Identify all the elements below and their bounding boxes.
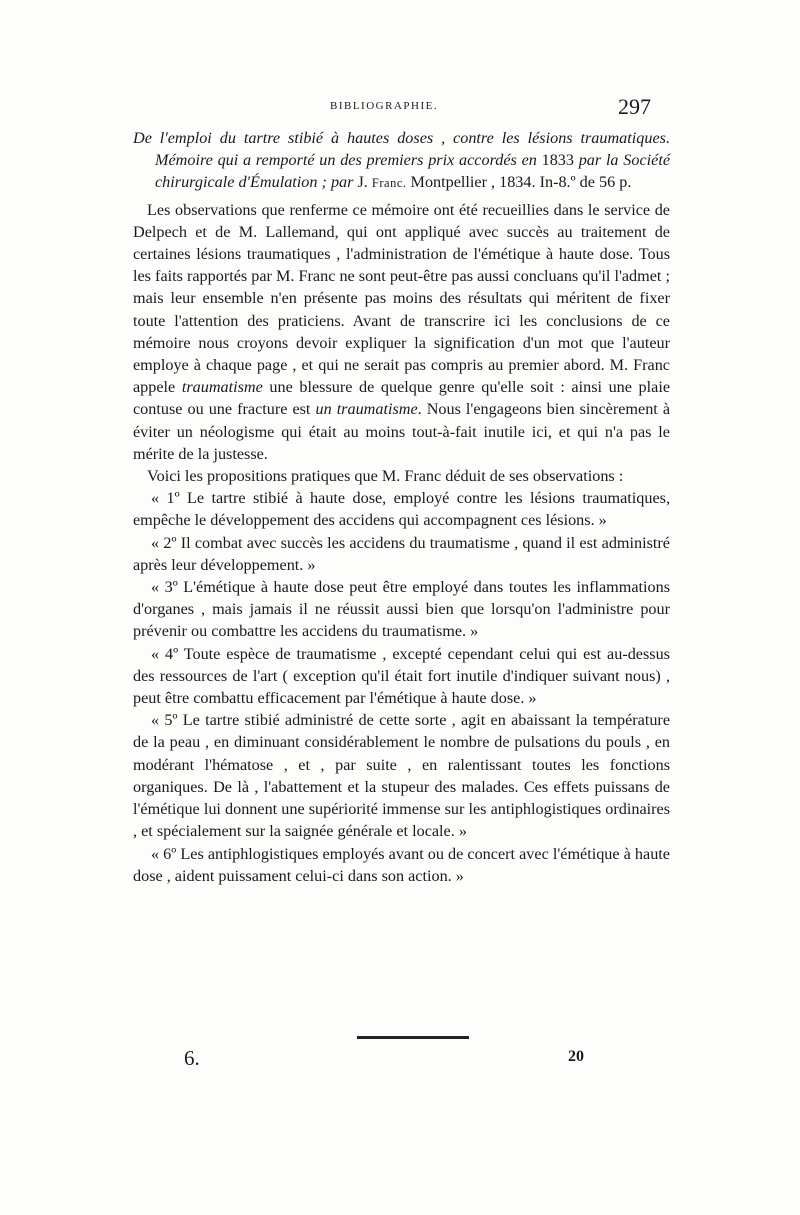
review-text-part-1: Les observations que renferme ce mémoire ont été recueillies dans le service de Delpech et de M. Lallemand, qui ont appliqué avec succès au traitement de certaines lésions traumatiques , l'administration de l'émétique à haute dose. Tous les faits rapportés par M. Franc ne sont peut-être pas aussi concluans qu'il l'admet ; mais leur ensemble n'en présente pas moins des résultats qui méritent de fixer toute l'attention des praticiens. Avant de transcrire ici les conclusions de ce mémoire nous croyons devoir expliquer la signification d'un mot que l'auteur employe à chaque page , et qui ne serait pas compris au premier abord. M. Franc appele [133,200,670,397]
entry-society: la Société chirurgicale d'Émulation ; par [155,151,670,192]
review-paragraph [133,199,670,465]
entry-author-initial: J. [357,173,368,192]
entry-title: De l'emploi du tartre stibié à hautes doses , contre les lésions traumatiques. Mémoire qui a remporté un des premiers prix accordés en [133,129,670,170]
entry-publication: Montpellier , 1834. In-8.º de 56 p. [410,173,632,192]
running-title: BIBLIOGRAPHIE. [330,100,439,112]
entry-par: par [578,151,602,170]
bibliography-entry [133,127,670,195]
entry-author-name: Franc. [371,176,407,191]
section-rule [357,1036,469,1039]
proposition-6: « 6º Les antiphlogistiques employés avant ou de concert avec l'émétique à haute dose , aident puissament celui-ci dans son action. » [133,844,670,885]
proposition-2: « 2º Il combat avec succès les accidens du traumatisme , quand il est administré après leur développement. » [133,533,670,574]
review-text-part-3: . Nous l'engageons bien sincèrement à éviter un néologisme qui était au moins tout-à-fait inutile ici, et qui n'a pas le mérite de la justesse. [133,400,670,463]
term-traumatisme: traumatisme [181,378,263,397]
signature-mark: 6. [184,1046,200,1070]
entry-year: 1833 [541,151,574,170]
proposition-1: « 1º Le tartre stibié à haute dose, employé contre les lésions traumatiques, empêche le développement des accidens qui accompagnent ces lésions. » [133,489,670,530]
page-number: 297 [618,94,651,119]
running-head [0,94,800,120]
proposition-3: « 3º L'émétique à haute dose peut être employé dans toutes les inflammations d'organes , mais jamais il ne réussit aussi bien que lorsqu'on l'administre pour prévenir ou combattre les accidens du traumatisme. » [133,578,670,641]
proposition-5: « 5º Le tartre stibié administré de cette sorte , agit en abaissant la température de la peau , en diminuant considérablement le nombre de pulsations du pouls , en modérant l'hématose , et , par suite , en ralentissant toutes les fonctions organiques. De là , l'abattement et la stupeur des malades. Ces effets puissans de l'émétique lui donnent une supériorité immense sur les antiphlogistiques ordinaires , et spécialement sur la saignée générale et locale. » [133,711,670,841]
propositions-intro: Voici les propositions pratiques que M. Franc déduit de ses observations : [147,467,624,486]
term-un-traumatisme: un traumatisme [315,400,418,419]
proposition-4: « 4º Toute espèce de traumatisme , excepté cependant celui qui est au-dessus des ressources de l'art ( exception qu'il était fort inutile d'indiquer suivant nous) , peut être combattu efficacement par l'émétique à haute dose. » [133,644,670,708]
sheet-number: 20 [568,1048,584,1065]
review-text-part-2: une blessure de quelque genre qu'elle soit : ainsi une plaie contuse ou une fracture est [133,378,671,419]
body-text [133,127,670,887]
